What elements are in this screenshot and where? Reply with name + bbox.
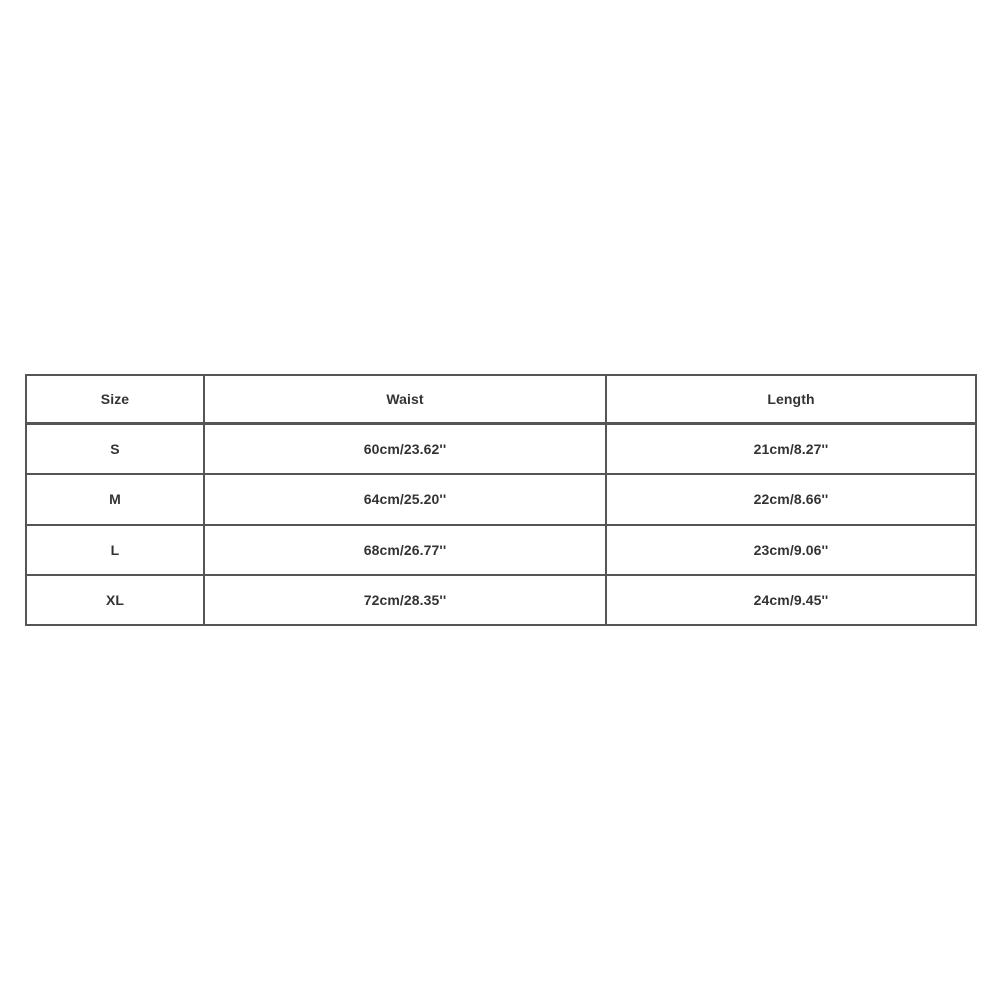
cell-size: S	[26, 424, 204, 475]
table-header-row	[26, 375, 976, 424]
table-row	[26, 575, 976, 625]
table-row	[26, 525, 976, 575]
cell-waist: 60cm/23.62''	[204, 424, 606, 475]
cell-size: XL	[26, 575, 204, 625]
cell-length: 22cm/8.66''	[606, 474, 976, 524]
cell-size: M	[26, 474, 204, 524]
table-row	[26, 474, 976, 524]
cell-length: 24cm/9.45''	[606, 575, 976, 625]
cell-waist: 72cm/28.35''	[204, 575, 606, 625]
table-row	[26, 424, 976, 475]
cell-size: L	[26, 525, 204, 575]
header-waist: Waist	[204, 375, 606, 424]
header-length: Length	[606, 375, 976, 424]
cell-waist: 68cm/26.77''	[204, 525, 606, 575]
cell-length: 23cm/9.06''	[606, 525, 976, 575]
cell-waist: 64cm/25.20''	[204, 474, 606, 524]
header-size: Size	[26, 375, 204, 424]
cell-length: 21cm/8.27''	[606, 424, 976, 475]
size-chart-table	[25, 374, 977, 626]
